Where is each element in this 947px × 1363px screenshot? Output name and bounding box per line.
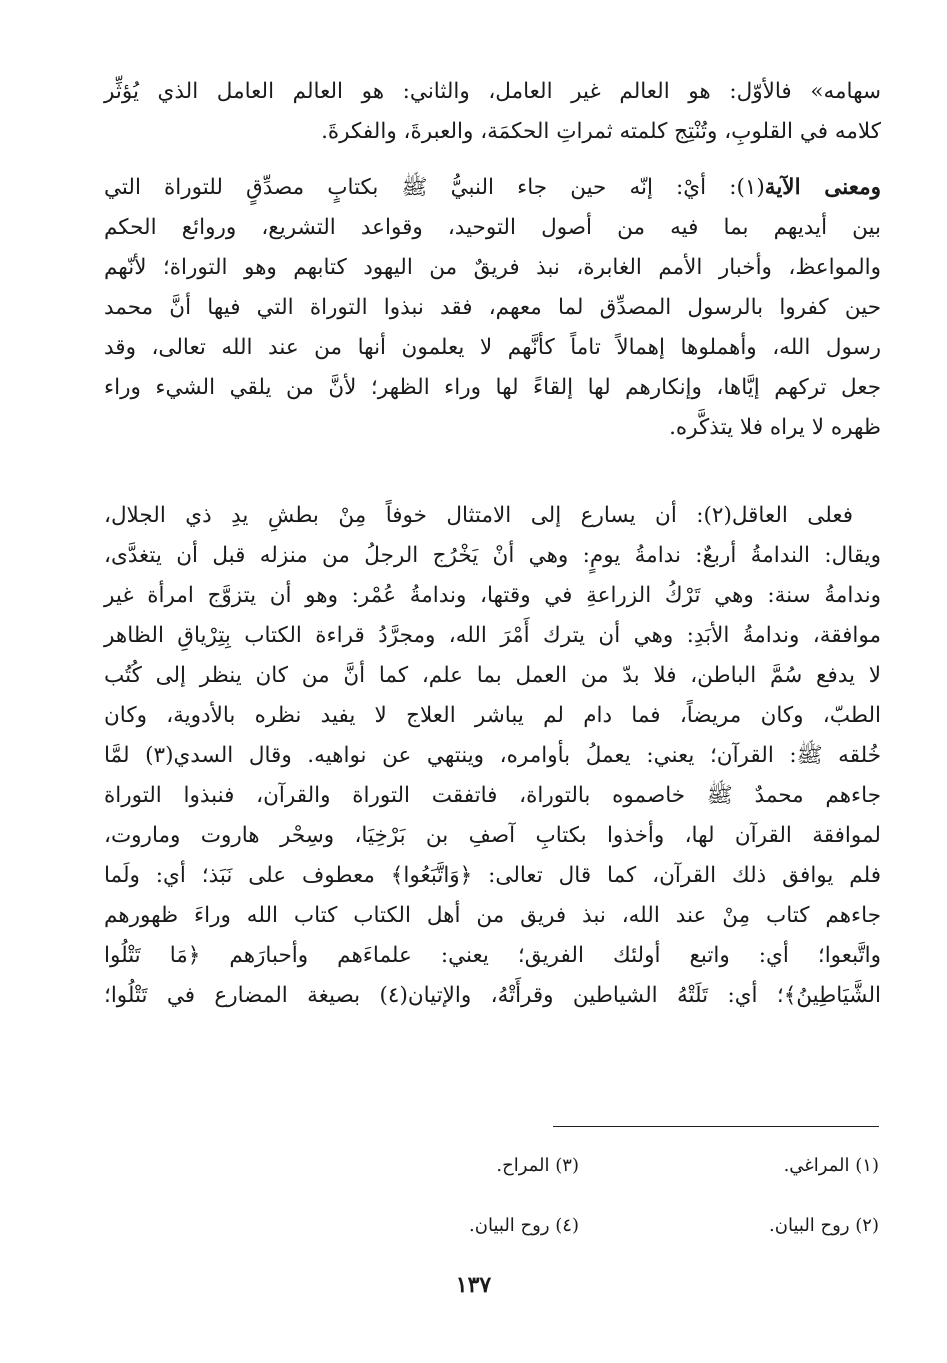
footnote-number: (٤) — [555, 1215, 579, 1236]
text-line: جاءهم محمدٌ ﷺ خاصموه بالتوراة، فاتفقت التوراة والقرآن، فنبذوا التوراة — [104, 783, 881, 808]
text-line — [104, 168, 881, 208]
footnotes — [319, 1136, 879, 1256]
paragraph-1 — [104, 72, 881, 152]
text-line: حين كفروا بالرسول المصدِّق لما معهم، فقد نبذوا التوراة التي فيها أنَّ محمد — [104, 295, 881, 320]
page-number: ١٣٧ — [455, 1272, 492, 1298]
footnote-number: (٢) — [855, 1215, 879, 1236]
text-line: لموافقة القرآن لها، وأخذوا بكتابِ آصفِ بن بَرْخِيَا، وسِحْر هاروت وماروت، — [104, 823, 881, 848]
text-line: جعل تركهم إيَّاها، وإنكارهم لها إلقاءً لها وراء الظهر؛ لأنَّ من يلقي الشيء وراء — [104, 375, 881, 400]
page-body — [104, 72, 881, 1016]
text-line: والمواعظ، وأخبار الأمم الغابرة، نبذ فريقٌ من اليهود كتابهم وهو التوراة؛ لأنّهم — [104, 255, 881, 280]
text-line: رسول الله، وأهملوها إهمالاً تاماً كأنَّهم لا يعلمون أنها من عند الله تعالى، وقد — [104, 335, 881, 360]
text-line: فعلى العاقل(٢): أن يسارع إلى الامتثال خوفاً مِنْ بطشِ يدِ ذي الجلال، — [104, 503, 853, 528]
footnote-number: (٣) — [555, 1155, 579, 1176]
footnote-divider — [553, 1126, 879, 1127]
text-line: سهامه» فالأوّل: هو العالم غير العامل، والثاني: هو العالم العامل الذي يُؤثِّر — [104, 79, 881, 104]
text-line: كلامه في القلوبِ، وتُنْتِج كلمته ثمراتِ الحكمَة، والعبرةَ، والفكرةَ. — [321, 119, 881, 144]
paragraph-3 — [104, 496, 881, 1016]
text-line: لا يدفع سُمَّ الباطن، فلا بدّ من العمل بما علم، كما أنَّ من كان ينظر إلى كُتُب — [104, 663, 881, 688]
text-line: بين أيديهم بما فيه من أصول التوحيد، وقواعد التشريع، وروائع الحكم — [104, 215, 881, 240]
footnote-text: روح البيان. — [469, 1215, 550, 1236]
text-line: واتَّبعوا؛ أي: واتبع أولئك الفريق؛ يعني: علماءَهم وأحبارَهم ﴿مَا تَتْلُوا — [104, 943, 881, 968]
text-line: ويقال: الندامةُ أربعٌ: ندامةُ يومٍ: وهي أنْ يَخْرُج الرجلُ من منزله قبل أن يتغدَّى، — [104, 543, 881, 568]
footnote-1 — [639, 1136, 879, 1196]
footnote-number: (١) — [855, 1155, 879, 1176]
text-line-rest: (١): أيْ: إنّه حين جاء النبيُّ ﷺ بكتابٍ مصدِّقٍ للتوراة التي — [104, 175, 765, 200]
text-line: فلم يوافق ذلك القرآن، كما قال تعالى: ﴿وَاتَّبَعُوا﴾ معطوف على نَبَذ؛ أي: ولَما — [104, 863, 881, 888]
footnote-row — [319, 1136, 879, 1196]
footnote-text: المراغي. — [783, 1155, 850, 1176]
footnote-text: المراح. — [496, 1155, 550, 1176]
text-line: ظهره لا يراه فلا يتذكَّره. — [669, 415, 881, 440]
text-line: الطبّ، وكان مريضاً، فما دام لم يباشر العلاج لا يفيد نظره بالأدوية، وكان — [104, 703, 881, 728]
text-line: موافقة، وندامةُ الأبَدِ: وهي أن يترك أَمْرَ الله، ومجرَّدُ قراءة الكتاب بِتِرْياقِ الظاهر — [104, 623, 881, 648]
footnote-row — [319, 1196, 879, 1256]
text-line: وندامةُ سنة: وهي تَرْكُ الزراعةِ في وقتها، وندامةُ عُمْر: وهو أن يتزوَّج امرأة غير — [104, 583, 881, 608]
footnote-2 — [639, 1196, 879, 1256]
text-line: خُلقه ﷺ: القرآن؛ يعني: يعملُ بأوامره، وينتهي عن نواهيه. وقال السدي(٣) لمَّا — [104, 743, 881, 768]
footnote-3 — [339, 1136, 579, 1196]
footnote-4 — [339, 1196, 579, 1256]
text-line: الشَّيَاطِينُ﴾؛ أي: تَلَتْهُ الشياطين وقرأَتْهُ، والإتيان(٤) بصيغة المضارع في تَتْلُوا؛ — [104, 983, 881, 1008]
verse-meaning-heading: ومعنى الآية — [764, 175, 881, 200]
paragraph-2 — [104, 168, 881, 448]
text-line: جاءهم كتاب مِنْ عند الله، نبذ فريق من أهل الكتاب كتاب الله وراءَ ظهورهم — [104, 903, 881, 928]
footnote-text: روح البيان. — [769, 1215, 850, 1236]
